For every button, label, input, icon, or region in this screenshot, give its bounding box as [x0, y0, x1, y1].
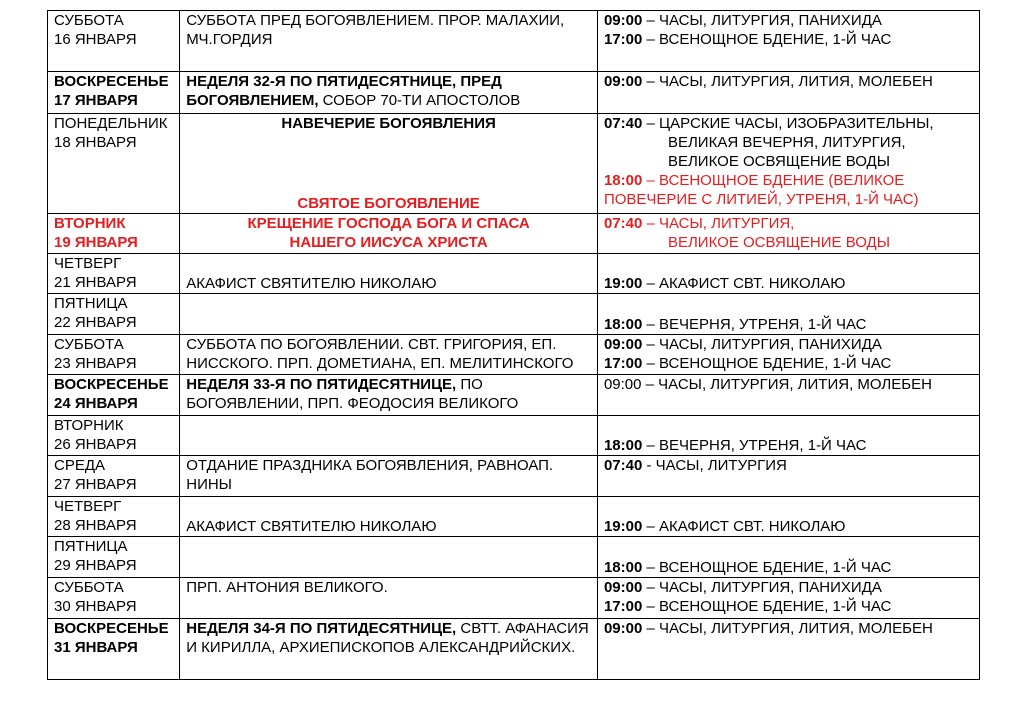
service-line	[604, 11, 973, 30]
service-desc: – ВСЕНОЩНОЕ БДЕНИЕ, 1-Й ЧАС	[642, 559, 892, 576]
day-cell	[48, 335, 180, 375]
day-cell	[48, 254, 180, 294]
weekday: ВТОРНИК	[54, 417, 124, 434]
service-line	[604, 436, 973, 455]
services-cell	[597, 11, 979, 72]
service-desc: – ВСЕНОЩНОЕ БДЕНИЕ (ВЕЛИКОЕ ПОВЕЧЕРИЕ С ЛИТИЕЙ, УТРЕНЯ, 1-Й ЧАС)	[603, 172, 919, 208]
service-line	[604, 597, 973, 616]
table-row	[48, 254, 980, 294]
event-rest: ПО БОГОЯВЛЕНИИ, ПРП. ФЕОДОСИЯ ВЕЛИКОГО	[186, 376, 519, 412]
service-line	[604, 30, 973, 49]
service-line	[604, 214, 973, 233]
service-time: 19:00	[603, 518, 643, 535]
service-desc: – ВСЕНОЩНОЕ БДЕНИЕ, 1-Й ЧАС	[642, 31, 892, 48]
event-cell	[180, 619, 598, 680]
date: 18 ЯНВАРЯ	[54, 134, 137, 151]
weekday: СРЕДА	[54, 457, 106, 474]
weekday: ВОСКРЕСЕНЬЕ	[54, 376, 169, 393]
event-text: КРЕЩЕНИЕ ГОСПОДА БОГА И СПАСА НАШЕГО ИИСУСА ХРИСТА	[247, 215, 530, 251]
date: 27 ЯНВАРЯ	[54, 476, 137, 493]
service-time: 17:00	[603, 31, 643, 48]
date: 21 ЯНВАРЯ	[54, 274, 137, 291]
event-title: НАВЕЧЕРИЕ БОГОЯВЛЕНИЯ	[281, 115, 496, 132]
day-cell	[48, 72, 180, 114]
service-desc: – АКАФИСТ СВТ. НИКОЛАЮ	[642, 275, 846, 292]
weekday: ВОСКРЕСЕНЬЕ	[54, 73, 169, 90]
date: 17 ЯНВАРЯ	[54, 92, 138, 109]
table-row	[48, 537, 980, 578]
weekday: ЧЕТВЕРГ	[54, 255, 122, 272]
event-cell	[180, 72, 598, 114]
date: 29 ЯНВАРЯ	[54, 557, 137, 574]
weekday: ВОСКРЕСЕНЬЕ	[54, 620, 169, 637]
date: 26 ЯНВАРЯ	[54, 436, 137, 453]
service-desc: - ЧАСЫ, ЛИТУРГИЯ	[642, 457, 787, 474]
service-continuation: ВЕЛИКОЕ ОСВЯЩЕНИЕ ВОДЫ	[667, 153, 890, 170]
event-text	[186, 619, 591, 657]
services-cell	[597, 578, 979, 619]
service-line	[604, 114, 973, 133]
service-desc: – ВСЕНОЩНОЕ БДЕНИЕ, 1-Й ЧАС	[642, 598, 892, 615]
service-continuation: ВЕЛИКАЯ ВЕЧЕРНЯ, ЛИТУРГИЯ,	[667, 134, 906, 151]
event-bold: НЕДЕЛЯ 32-Я ПО ПЯТИДЕСЯТНИЦЕ, ПРЕД БОГОЯВЛЕНИЕМ,	[186, 73, 502, 109]
date: 23 ЯНВАРЯ	[54, 355, 137, 372]
service-time: 18:00	[603, 316, 643, 333]
event-text: ПРП. АНТОНИЯ ВЕЛИКОГО.	[186, 579, 388, 596]
service-time: 09:00	[603, 12, 643, 29]
services-cell	[597, 335, 979, 375]
service-desc: – ВЕЧЕРНЯ, УТРЕНЯ, 1-Й ЧАС	[642, 437, 867, 454]
event-cell	[180, 335, 598, 375]
service-desc: – ЧАСЫ, ЛИТУРГИЯ,	[642, 215, 795, 232]
service-time: 07:40	[603, 457, 643, 474]
service-line	[604, 456, 973, 475]
services-cell	[597, 294, 979, 335]
services-cell	[597, 537, 979, 578]
weekday: СУББОТА	[54, 579, 124, 596]
service-desc: – ЧАСЫ, ЛИТУРГИЯ, ПАНИХИДА	[642, 12, 882, 29]
event-rest: СОБОР 70-ТИ АПОСТОЛОВ	[318, 92, 521, 109]
services-cell	[597, 416, 979, 456]
service-line	[604, 171, 973, 209]
event-bold: НЕДЕЛЯ 33-Я ПО ПЯТИДЕСЯТНИЦЕ,	[186, 376, 457, 393]
service-desc: – ЦАРСКИЕ ЧАСЫ, ИЗОБРАЗИТЕЛЬНЫ,	[642, 115, 934, 132]
date: 24 ЯНВАРЯ	[54, 395, 138, 412]
event-cell	[180, 254, 598, 294]
service-time: 17:00	[603, 355, 643, 372]
table-row	[48, 294, 980, 335]
services-cell	[597, 375, 979, 416]
service-line	[604, 517, 973, 536]
service-line: 09:00 – ЧАСЫ, ЛИТУРГИЯ, ЛИТИЯ, МОЛЕБЕН	[603, 376, 932, 393]
day-cell	[48, 294, 180, 335]
weekday: ВТОРНИК	[54, 215, 126, 232]
service-line	[604, 335, 973, 354]
weekday: ПОНЕДЕЛЬНИК	[54, 115, 168, 132]
table-row	[48, 619, 980, 680]
services-cell	[597, 254, 979, 294]
services-cell	[597, 72, 979, 114]
weekday: ПЯТНИЦА	[54, 295, 128, 312]
weekday: ЧЕТВЕРГ	[54, 498, 122, 515]
service-line	[604, 619, 973, 638]
event-text: АКАФИСТ СВЯТИТЕЛЮ НИКОЛАЮ	[186, 518, 437, 535]
day-cell	[48, 375, 180, 416]
table-row	[48, 114, 980, 214]
service-time: 07:40	[603, 115, 643, 132]
event-cell	[180, 537, 598, 578]
weekday: СУББОТА	[54, 336, 124, 353]
services-cell	[597, 114, 979, 214]
day-cell	[48, 114, 180, 214]
service-time: 09:00	[603, 579, 643, 596]
table-row	[48, 456, 980, 497]
event-bold: НЕДЕЛЯ 34-Я ПО ПЯТИДЕСЯТНИЦЕ,	[186, 620, 457, 637]
table-row	[48, 214, 980, 254]
event-cell	[180, 416, 598, 456]
services-cell	[597, 456, 979, 497]
date: 28 ЯНВАРЯ	[54, 517, 137, 534]
date: 22 ЯНВАРЯ	[54, 314, 137, 331]
service-line	[604, 274, 973, 293]
service-time: 07:40	[603, 215, 643, 232]
day-cell	[48, 537, 180, 578]
event-cell	[180, 375, 598, 416]
event-feast: СВЯТОЕ БОГОЯВЛЕНИЕ	[297, 195, 480, 212]
service-desc: – ЧАСЫ, ЛИТУРГИЯ, ЛИТИЯ, МОЛЕБЕН	[642, 620, 933, 637]
table-row	[48, 72, 980, 114]
event-text: СУББОТА ПО БОГОЯВЛЕНИИ. СВТ. ГРИГОРИЯ, ЕП. НИССКОГО. ПРП. ДОМЕТИАНА, ЕП. МЕЛИТИНСКОГО	[186, 336, 574, 372]
service-time: 18:00	[603, 437, 643, 454]
day-cell	[48, 214, 180, 254]
services-cell	[597, 619, 979, 680]
date: 19 ЯНВАРЯ	[54, 234, 138, 251]
service-desc: – ВЕЧЕРНЯ, УТРЕНЯ, 1-Й ЧАС	[642, 316, 867, 333]
table-row	[48, 416, 980, 456]
weekday: СУББОТА	[54, 12, 124, 29]
table-row	[48, 578, 980, 619]
service-continuation: ВЕЛИКОЕ ОСВЯЩЕНИЕ ВОДЫ	[667, 234, 890, 251]
event-text: СУББОТА ПРЕД БОГОЯВЛЕНИЕМ. ПРОР. МАЛАХИИ, МЧ.ГОРДИЯ	[186, 12, 565, 48]
event-text: АКАФИСТ СВЯТИТЕЛЮ НИКОЛАЮ	[186, 275, 437, 292]
date: 30 ЯНВАРЯ	[54, 598, 137, 615]
service-time: 09:00	[603, 336, 643, 353]
event-cell	[180, 497, 598, 537]
service-desc: – ЧАСЫ, ЛИТУРГИЯ, ПАНИХИДА	[642, 579, 882, 596]
event-cell	[180, 114, 598, 214]
event-cell	[180, 578, 598, 619]
day-cell	[48, 497, 180, 537]
service-line	[604, 354, 973, 373]
service-desc: – ЧАСЫ, ЛИТУРГИЯ, ЛИТИЯ, МОЛЕБЕН	[642, 73, 933, 90]
event-cell	[180, 294, 598, 335]
table-row	[48, 11, 980, 72]
service-time: 09:00	[603, 73, 643, 90]
event-text	[186, 72, 591, 110]
service-line	[604, 578, 973, 597]
service-line	[604, 72, 973, 91]
event-rest: СВТТ. АФАНАСИЯ И КИРИЛЛА, АРХИЕПИСКОПОВ АЛЕКСАНДРИЙСКИХ.	[186, 620, 589, 656]
table-row	[48, 335, 980, 375]
day-cell	[48, 456, 180, 497]
schedule-table	[47, 10, 980, 680]
weekday: ПЯТНИЦА	[54, 538, 128, 555]
date: 31 ЯНВАРЯ	[54, 639, 138, 656]
service-time: 17:00	[603, 598, 643, 615]
service-time: 09:00	[603, 620, 643, 637]
day-cell	[48, 578, 180, 619]
event-cell	[180, 214, 598, 254]
service-desc: – ВСЕНОЩНОЕ БДЕНИЕ, 1-Й ЧАС	[642, 355, 892, 372]
service-time: 18:00	[603, 559, 643, 576]
day-cell	[48, 416, 180, 456]
day-cell	[48, 11, 180, 72]
event-cell	[180, 11, 598, 72]
event-cell	[180, 456, 598, 497]
service-line	[604, 558, 973, 577]
event-text	[186, 375, 591, 413]
service-time: 18:00	[603, 172, 643, 189]
table-row	[48, 375, 980, 416]
services-cell	[597, 214, 979, 254]
service-desc: – ЧАСЫ, ЛИТУРГИЯ, ПАНИХИДА	[642, 336, 882, 353]
schedule-sheet	[47, 10, 980, 680]
event-text: ОТДАНИЕ ПРАЗДНИКА БОГОЯВЛЕНИЯ, РАВНОАП. НИНЫ	[186, 457, 554, 493]
table-row	[48, 497, 980, 537]
service-time: 19:00	[603, 275, 643, 292]
service-line	[604, 315, 973, 334]
day-cell	[48, 619, 180, 680]
services-cell	[597, 497, 979, 537]
service-desc: – АКАФИСТ СВТ. НИКОЛАЮ	[642, 518, 846, 535]
date: 16 ЯНВАРЯ	[54, 31, 137, 48]
